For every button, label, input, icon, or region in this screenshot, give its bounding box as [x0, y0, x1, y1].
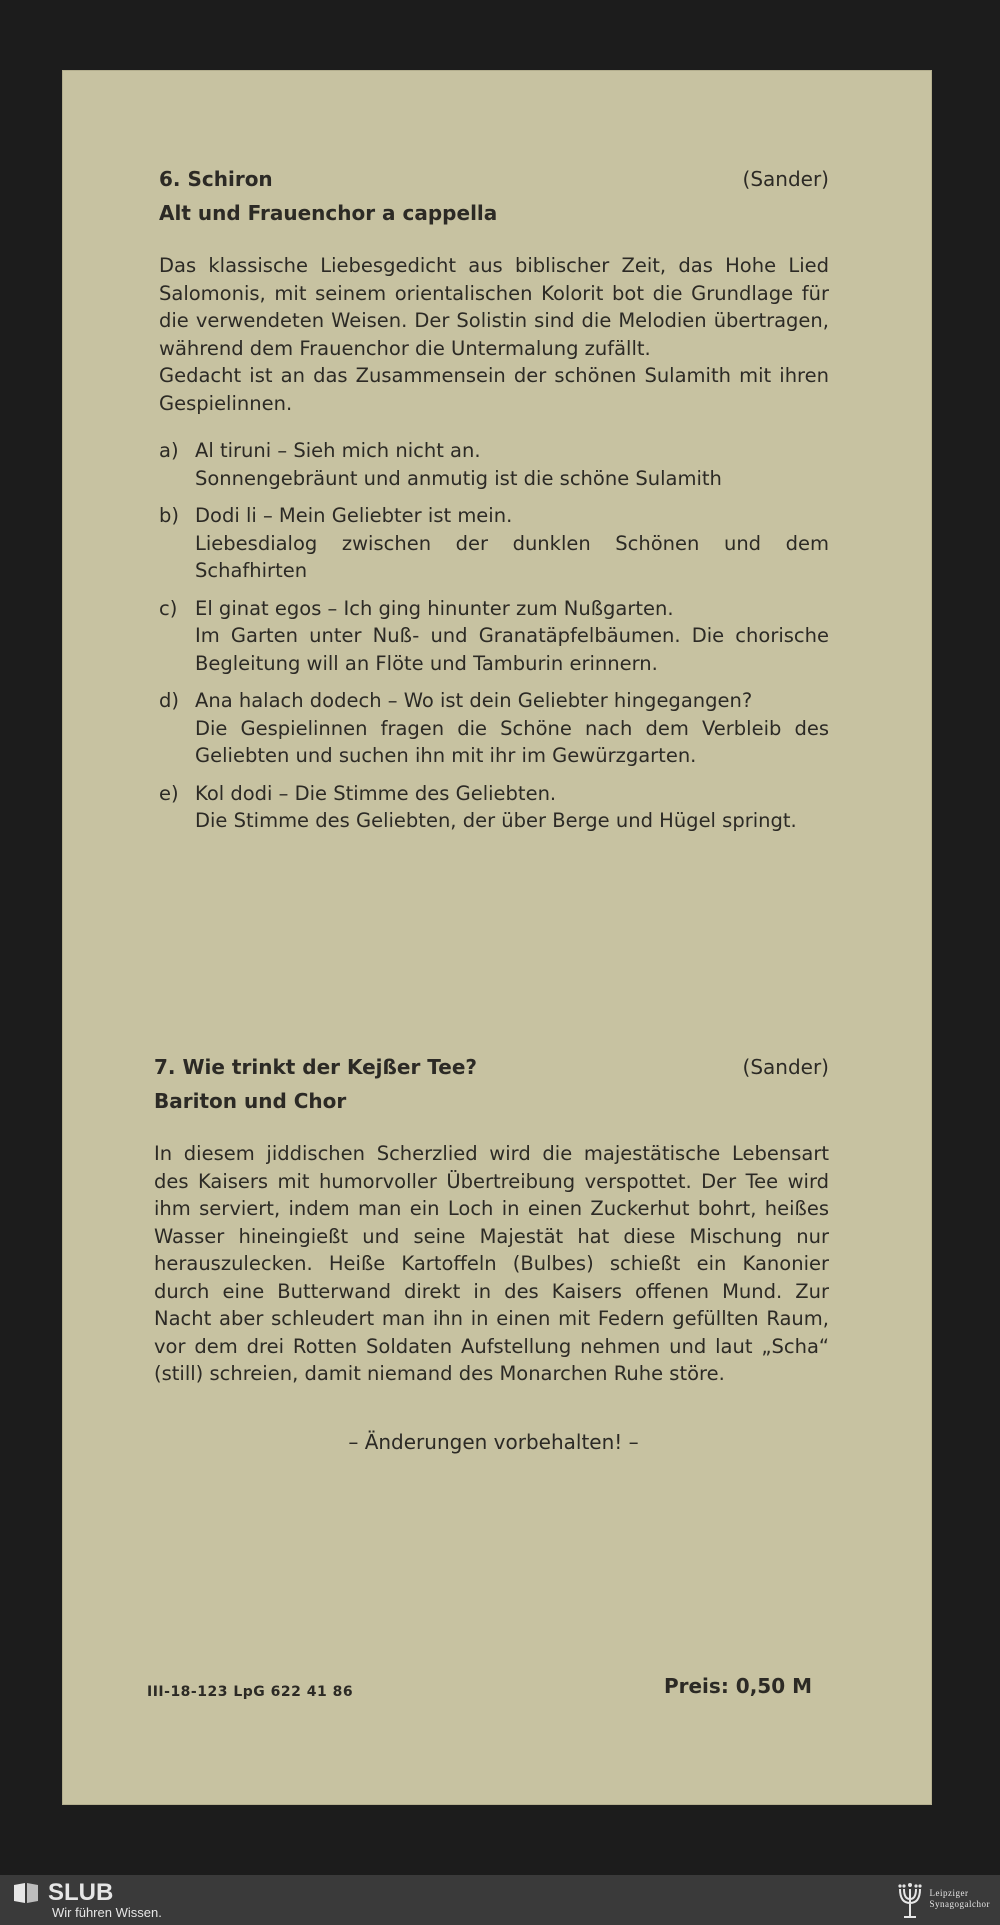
slub-logo[interactable]: [12, 1879, 113, 1907]
program-sheet: [62, 70, 932, 1805]
item-title: Kol dodi – Die Stimme des Geliebten.: [195, 781, 557, 805]
list-item: [159, 502, 829, 585]
item-description: Die Gespielinnen fragen die Schöne nach dem Verbleib des Geliebten und suchen ihn mit ihr im Gewürzgarten.: [195, 716, 829, 767]
song-list: [159, 437, 829, 835]
section-header: [154, 1050, 829, 1084]
item-letter: d): [159, 689, 179, 712]
item-title: Dodi li – Mein Geliebter ist mein.: [195, 504, 513, 527]
price-label: Preis: 0,50 M: [663, 1674, 812, 1698]
item-title: El ginat egos – Ich ging hinunter zum Nußgarten.: [195, 596, 674, 620]
synagogalchor-logo[interactable]: [894, 1879, 991, 1919]
section-subtitle: Alt und Frauenchor a cappella: [159, 201, 498, 225]
menorah-icon: [894, 1879, 926, 1919]
changes-notice: – Änderungen vorbehalten! –: [348, 1429, 639, 1454]
list-item: [159, 687, 829, 770]
item-title: Al tiruni – Sieh mich nicht an.: [195, 439, 481, 462]
list-item: [159, 780, 829, 835]
item-description: Die Stimme des Geliebten, der über Berge und Hügel springt.: [195, 809, 797, 832]
composer-name: (Sander): [742, 1055, 829, 1079]
item-letter: b): [159, 504, 179, 527]
item-description: Sonnengebräunt und anmutig ist die schöne Sulamith: [195, 466, 722, 490]
section-kaiser-tee: [154, 1050, 829, 1454]
section-title: 6. Schiron: [159, 167, 273, 191]
intro-paragraph: Das klassische Liebesgedicht aus biblischer Zeit, das Hohe Lied Salomonis, mit seinem orientalischen Kolorit bot die Grundlage für die verwendeten Weisen. Der Solistin sind die Melodien übertragen, während dem Frauenchor die Untermalung zufällt.: [159, 254, 829, 360]
item-title: Ana halach dodech – Wo ist dein Geliebter hingegangen?: [195, 689, 753, 712]
intro-paragraph-2: Gedacht ist an das Zusammensein der schönen Sulamith mit ihren Gespielinnen.: [159, 364, 829, 415]
list-item: [159, 437, 829, 492]
logo-line-2: Synagogalchor: [929, 1899, 990, 1909]
item-letter: e): [159, 781, 179, 805]
item-letter: a): [159, 439, 179, 462]
composer-name: (Sander): [742, 167, 829, 191]
logo-line-1: Leipziger: [929, 1888, 969, 1898]
section-schiron: [159, 162, 829, 835]
section-header: [159, 162, 829, 196]
print-code: III-18-123 LpG 622 41 86: [147, 1684, 354, 1700]
section-title: 7. Wie trinkt der Kejßer Tee?: [154, 1055, 478, 1079]
viewer-footer-bar: [0, 1875, 1000, 1925]
item-description: Liebesdialog zwischen der dunklen Schönen und dem Schafhirten: [195, 531, 829, 582]
list-item: [159, 595, 829, 678]
slub-tagline: Wir führen Wissen.: [52, 1905, 162, 1920]
section-subtitle: Bariton und Chor: [154, 1089, 347, 1113]
book-icon: [12, 1881, 40, 1905]
item-description: Im Garten unter Nuß- und Granatäpfelbäumen. Die chorische Begleitung will an Flöte und Tamburin erinnern.: [195, 624, 829, 675]
item-letter: c): [159, 596, 178, 620]
slub-logo-text: SLUB: [48, 1879, 114, 1906]
description-paragraph: In diesem jiddischen Scherzlied wird die majestätische Lebensart des Kaisers mit humorvoller Übertreibung verspottet. Der Tee wird ihm serviert, indem man ein Loch in einen Zuckerhut bohrt, heißes Wasser hineingießt und seine Majestät hat diese Mischung nur herauszulecken. Heiße Kartoffeln (Bulbes) schießt ein Kanonier durch eine Butterwand direkt in des Kaisers offenen Mund. Zur Nacht aber schleudert man ihn in einen mit Federn gefüllten Raum, vor dem drei Rotten Soldaten Aufstellung nehmen und laut „Scha“ (still) schreien, damit niemand des Monarchen Ruhe störe.: [154, 1142, 829, 1385]
